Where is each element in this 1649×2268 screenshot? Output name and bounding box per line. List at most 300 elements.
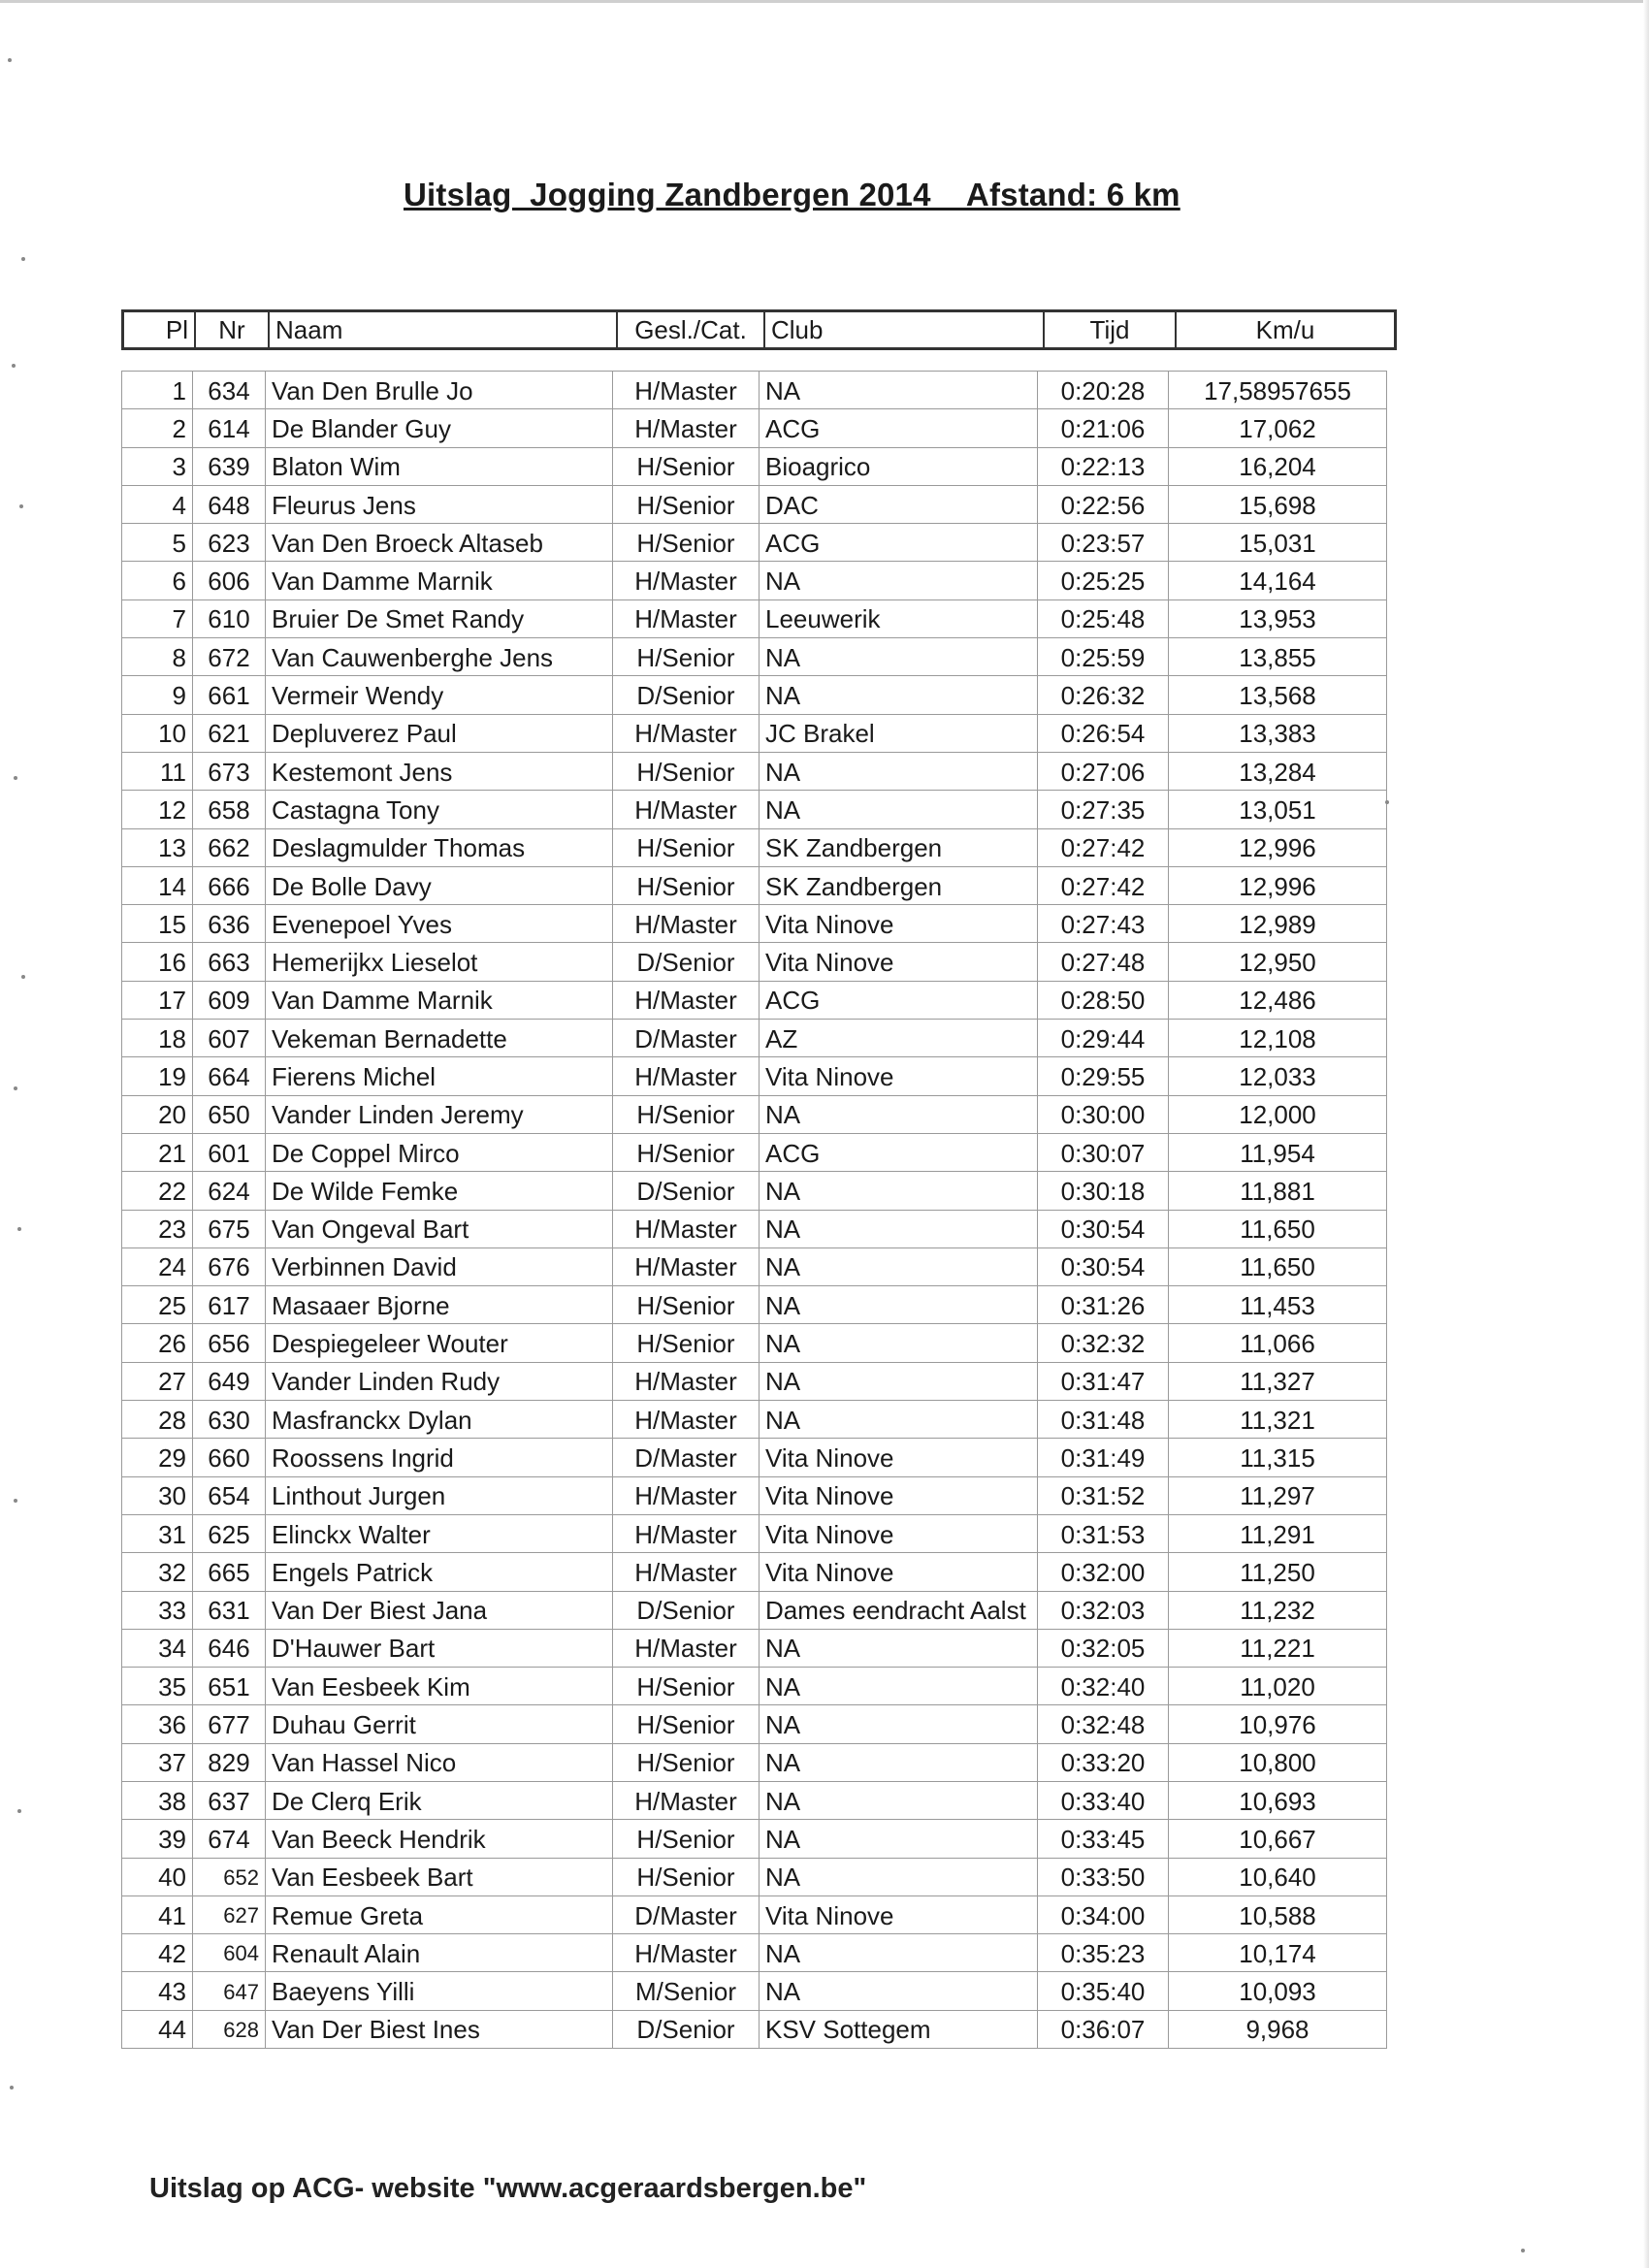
cell-tijd: 0:27:42 bbox=[1038, 828, 1169, 866]
cell-tijd: 0:28:50 bbox=[1038, 981, 1169, 1019]
cell-nr: 652 bbox=[193, 1858, 266, 1895]
cell-cat: H/Master bbox=[613, 1362, 760, 1400]
cell-nr: 628 bbox=[193, 2010, 266, 2048]
cell-tijd: 0:34:00 bbox=[1038, 1895, 1169, 1933]
table-row bbox=[122, 562, 1387, 599]
cell-cat: H/Senior bbox=[613, 524, 760, 562]
cell-pl: 9 bbox=[122, 676, 193, 714]
cell-cat: H/Senior bbox=[613, 1286, 760, 1324]
cell-club: NA bbox=[760, 1362, 1038, 1400]
cell-kmu: 14,164 bbox=[1169, 562, 1387, 599]
results-body bbox=[122, 372, 1387, 2049]
cell-pl: 34 bbox=[122, 1629, 193, 1667]
cell-cat: H/Senior bbox=[613, 1668, 760, 1705]
cell-naam: Van Den Broeck Altaseb bbox=[266, 524, 613, 562]
cell-tijd: 0:21:06 bbox=[1038, 409, 1169, 447]
cell-cat: H/Senior bbox=[613, 638, 760, 676]
cell-tijd: 0:23:57 bbox=[1038, 524, 1169, 562]
cell-tijd: 0:35:40 bbox=[1038, 1972, 1169, 2010]
cell-cat: H/Master bbox=[613, 1057, 760, 1095]
cell-kmu: 11,291 bbox=[1169, 1514, 1387, 1552]
cell-club: Vita Ninove bbox=[760, 1514, 1038, 1552]
cell-club: JC Brakel bbox=[760, 714, 1038, 752]
scan-edge bbox=[0, 0, 1649, 3]
table-row bbox=[122, 1972, 1387, 2010]
cell-club: Bioagrico bbox=[760, 447, 1038, 485]
cell-kmu: 13,284 bbox=[1169, 752, 1387, 790]
cell-kmu: 12,486 bbox=[1169, 981, 1387, 1019]
cell-pl: 38 bbox=[122, 1781, 193, 1819]
cell-tijd: 0:26:54 bbox=[1038, 714, 1169, 752]
cell-naam: Masaaer Bjorne bbox=[266, 1286, 613, 1324]
cell-tijd: 0:32:03 bbox=[1038, 1591, 1169, 1629]
cell-tijd: 0:32:40 bbox=[1038, 1668, 1169, 1705]
cell-pl: 2 bbox=[122, 409, 193, 447]
scan-speck bbox=[12, 364, 16, 368]
cell-cat: H/Master bbox=[613, 562, 760, 599]
cell-kmu: 11,020 bbox=[1169, 1668, 1387, 1705]
cell-kmu: 11,250 bbox=[1169, 1553, 1387, 1591]
cell-cat: H/Senior bbox=[613, 752, 760, 790]
cell-kmu: 9,968 bbox=[1169, 2010, 1387, 2048]
cell-club: ACG bbox=[760, 524, 1038, 562]
cell-tijd: 0:30:54 bbox=[1038, 1210, 1169, 1247]
cell-nr: 630 bbox=[193, 1401, 266, 1439]
cell-tijd: 0:27:42 bbox=[1038, 866, 1169, 904]
cell-club: NA bbox=[760, 791, 1038, 828]
table-row bbox=[122, 1895, 1387, 1933]
cell-tijd: 0:33:50 bbox=[1038, 1858, 1169, 1895]
cell-cat: H/Master bbox=[613, 1401, 760, 1439]
table-row bbox=[122, 905, 1387, 943]
cell-cat: H/Senior bbox=[613, 485, 760, 523]
cell-nr: 647 bbox=[193, 1972, 266, 2010]
cell-club: NA bbox=[760, 562, 1038, 599]
cell-cat: H/Master bbox=[613, 1514, 760, 1552]
cell-cat: H/Master bbox=[613, 981, 760, 1019]
cell-nr: 661 bbox=[193, 676, 266, 714]
cell-pl: 28 bbox=[122, 1401, 193, 1439]
cell-kmu: 13,953 bbox=[1169, 599, 1387, 637]
page-title: Uitslag Jogging Zandbergen 2014 Afstand: 6 km bbox=[404, 177, 1180, 212]
cell-nr: 636 bbox=[193, 905, 266, 943]
cell-naam: Deslagmulder Thomas bbox=[266, 828, 613, 866]
scan-speck bbox=[14, 776, 17, 780]
table-row bbox=[122, 638, 1387, 676]
results-table bbox=[121, 371, 1387, 2049]
cell-nr: 665 bbox=[193, 1553, 266, 1591]
cell-club: NA bbox=[760, 752, 1038, 790]
cell-club: Vita Ninove bbox=[760, 1553, 1038, 1591]
cell-pl: 27 bbox=[122, 1362, 193, 1400]
cell-pl: 8 bbox=[122, 638, 193, 676]
cell-tijd: 0:31:52 bbox=[1038, 1476, 1169, 1514]
cell-tijd: 0:29:44 bbox=[1038, 1020, 1169, 1057]
cell-cat: H/Master bbox=[613, 1629, 760, 1667]
cell-kmu: 13,051 bbox=[1169, 791, 1387, 828]
cell-cat: H/Senior bbox=[613, 1324, 760, 1362]
cell-nr: 675 bbox=[193, 1210, 266, 1247]
cell-naam: Baeyens Yilli bbox=[266, 1972, 613, 2010]
cell-nr: 666 bbox=[193, 866, 266, 904]
cell-naam: Hemerijkx Lieselot bbox=[266, 943, 613, 981]
cell-nr: 663 bbox=[193, 943, 266, 981]
cell-kmu: 11,954 bbox=[1169, 1133, 1387, 1171]
cell-cat: H/Senior bbox=[613, 1743, 760, 1781]
cell-nr: 829 bbox=[193, 1743, 266, 1781]
cell-club: KSV Sottegem bbox=[760, 2010, 1038, 2048]
cell-tijd: 0:25:25 bbox=[1038, 562, 1169, 599]
cell-nr: 650 bbox=[193, 1095, 266, 1133]
cell-naam: Kestemont Jens bbox=[266, 752, 613, 790]
table-row bbox=[122, 791, 1387, 828]
cell-kmu: 10,588 bbox=[1169, 1895, 1387, 1933]
table-row bbox=[122, 714, 1387, 752]
cell-club: NA bbox=[760, 1820, 1038, 1858]
cell-nr: 621 bbox=[193, 714, 266, 752]
cell-nr: 660 bbox=[193, 1439, 266, 1476]
cell-tijd: 0:33:45 bbox=[1038, 1820, 1169, 1858]
cell-tijd: 0:31:53 bbox=[1038, 1514, 1169, 1552]
cell-tijd: 0:31:26 bbox=[1038, 1286, 1169, 1324]
cell-nr: 601 bbox=[193, 1133, 266, 1171]
cell-naam: Fierens Michel bbox=[266, 1057, 613, 1095]
cell-naam: D'Hauwer Bart bbox=[266, 1629, 613, 1667]
cell-naam: Van Damme Marnik bbox=[266, 562, 613, 599]
cell-naam: Fleurus Jens bbox=[266, 485, 613, 523]
cell-kmu: 10,693 bbox=[1169, 1781, 1387, 1819]
cell-club: Vita Ninove bbox=[760, 1895, 1038, 1933]
cell-club: SK Zandbergen bbox=[760, 866, 1038, 904]
cell-nr: 631 bbox=[193, 1591, 266, 1629]
cell-cat: H/Master bbox=[613, 372, 760, 409]
table-row bbox=[122, 1210, 1387, 1247]
cell-naam: De Blander Guy bbox=[266, 409, 613, 447]
cell-tijd: 0:27:06 bbox=[1038, 752, 1169, 790]
cell-cat: H/Senior bbox=[613, 1095, 760, 1133]
cell-club: NA bbox=[760, 1210, 1038, 1247]
cell-club: Vita Ninove bbox=[760, 943, 1038, 981]
cell-nr: 610 bbox=[193, 599, 266, 637]
table-row bbox=[122, 2010, 1387, 2048]
cell-cat: D/Senior bbox=[613, 1591, 760, 1629]
cell-club: NA bbox=[760, 1324, 1038, 1362]
cell-cat: H/Senior bbox=[613, 1705, 760, 1743]
cell-kmu: 11,221 bbox=[1169, 1629, 1387, 1667]
cell-club: NA bbox=[760, 1286, 1038, 1324]
col-header-cat: Gesl./Cat. bbox=[617, 311, 764, 349]
cell-club: ACG bbox=[760, 409, 1038, 447]
cell-pl: 24 bbox=[122, 1247, 193, 1285]
col-header-tijd: Tijd bbox=[1044, 311, 1176, 349]
cell-nr: 639 bbox=[193, 447, 266, 485]
cell-cat: D/Master bbox=[613, 1895, 760, 1933]
cell-pl: 36 bbox=[122, 1705, 193, 1743]
table-row bbox=[122, 1668, 1387, 1705]
cell-kmu: 11,315 bbox=[1169, 1439, 1387, 1476]
cell-cat: H/Master bbox=[613, 791, 760, 828]
cell-tijd: 0:27:43 bbox=[1038, 905, 1169, 943]
table-row bbox=[122, 1362, 1387, 1400]
scan-speck bbox=[17, 1227, 21, 1231]
cell-kmu: 11,453 bbox=[1169, 1286, 1387, 1324]
cell-club: NA bbox=[760, 1401, 1038, 1439]
cell-cat: H/Master bbox=[613, 1934, 760, 1972]
cell-pl: 25 bbox=[122, 1286, 193, 1324]
table-row bbox=[122, 524, 1387, 562]
cell-pl: 14 bbox=[122, 866, 193, 904]
cell-nr: 607 bbox=[193, 1020, 266, 1057]
cell-naam: Renault Alain bbox=[266, 1934, 613, 1972]
cell-kmu: 11,232 bbox=[1169, 1591, 1387, 1629]
cell-kmu: 10,800 bbox=[1169, 1743, 1387, 1781]
table-row bbox=[122, 1401, 1387, 1439]
table-row bbox=[122, 1476, 1387, 1514]
cell-kmu: 10,093 bbox=[1169, 1972, 1387, 2010]
cell-kmu: 13,855 bbox=[1169, 638, 1387, 676]
cell-cat: D/Master bbox=[613, 1020, 760, 1057]
cell-club: Vita Ninove bbox=[760, 1476, 1038, 1514]
table-row bbox=[122, 485, 1387, 523]
cell-nr: 656 bbox=[193, 1324, 266, 1362]
cell-naam: Van Eesbeek Kim bbox=[266, 1668, 613, 1705]
table-row bbox=[122, 409, 1387, 447]
cell-tijd: 0:29:55 bbox=[1038, 1057, 1169, 1095]
cell-kmu: 17,062 bbox=[1169, 409, 1387, 447]
scan-speck bbox=[17, 1809, 21, 1813]
table-row bbox=[122, 866, 1387, 904]
cell-nr: 658 bbox=[193, 791, 266, 828]
table-row bbox=[122, 828, 1387, 866]
cell-naam: Van Hassel Nico bbox=[266, 1743, 613, 1781]
cell-cat: H/Master bbox=[613, 714, 760, 752]
cell-tijd: 0:32:05 bbox=[1038, 1629, 1169, 1667]
cell-naam: Engels Patrick bbox=[266, 1553, 613, 1591]
cell-pl: 19 bbox=[122, 1057, 193, 1095]
cell-naam: Van Ongeval Bart bbox=[266, 1210, 613, 1247]
cell-club: SK Zandbergen bbox=[760, 828, 1038, 866]
cell-nr: 664 bbox=[193, 1057, 266, 1095]
cell-naam: Depluverez Paul bbox=[266, 714, 613, 752]
cell-club: NA bbox=[760, 372, 1038, 409]
scan-speck bbox=[1521, 2249, 1525, 2252]
cell-tijd: 0:25:48 bbox=[1038, 599, 1169, 637]
cell-cat: H/Senior bbox=[613, 1133, 760, 1171]
cell-nr: 609 bbox=[193, 981, 266, 1019]
cell-tijd: 0:20:28 bbox=[1038, 372, 1169, 409]
cell-pl: 10 bbox=[122, 714, 193, 752]
cell-cat: H/Master bbox=[613, 1553, 760, 1591]
cell-tijd: 0:33:20 bbox=[1038, 1743, 1169, 1781]
col-header-nr: Nr bbox=[195, 311, 269, 349]
cell-naam: Vander Linden Rudy bbox=[266, 1362, 613, 1400]
cell-club: Vita Ninove bbox=[760, 905, 1038, 943]
cell-naam: Remue Greta bbox=[266, 1895, 613, 1933]
table-row bbox=[122, 1247, 1387, 1285]
cell-nr: 676 bbox=[193, 1247, 266, 1285]
cell-cat: H/Master bbox=[613, 599, 760, 637]
cell-tijd: 0:25:59 bbox=[1038, 638, 1169, 676]
cell-pl: 23 bbox=[122, 1210, 193, 1247]
cell-kmu: 10,976 bbox=[1169, 1705, 1387, 1743]
cell-pl: 1 bbox=[122, 372, 193, 409]
cell-cat: H/Senior bbox=[613, 866, 760, 904]
table-row bbox=[122, 1553, 1387, 1591]
cell-cat: H/Senior bbox=[613, 447, 760, 485]
cell-tijd: 0:31:49 bbox=[1038, 1439, 1169, 1476]
cell-nr: 649 bbox=[193, 1362, 266, 1400]
cell-nr: 648 bbox=[193, 485, 266, 523]
table-row bbox=[122, 1057, 1387, 1095]
cell-club: NA bbox=[760, 1743, 1038, 1781]
cell-naam: De Coppel Mirco bbox=[266, 1133, 613, 1171]
cell-pl: 43 bbox=[122, 1972, 193, 2010]
cell-kmu: 17,58957655 bbox=[1169, 372, 1387, 409]
cell-naam: Linthout Jurgen bbox=[266, 1476, 613, 1514]
cell-pl: 13 bbox=[122, 828, 193, 866]
cell-tijd: 0:30:54 bbox=[1038, 1247, 1169, 1285]
table-row bbox=[122, 1705, 1387, 1743]
cell-pl: 18 bbox=[122, 1020, 193, 1057]
table-row bbox=[122, 981, 1387, 1019]
cell-nr: 624 bbox=[193, 1172, 266, 1210]
cell-pl: 22 bbox=[122, 1172, 193, 1210]
cell-naam: Blaton Wim bbox=[266, 447, 613, 485]
cell-cat: H/Senior bbox=[613, 1858, 760, 1895]
cell-naam: Van Beeck Hendrik bbox=[266, 1820, 613, 1858]
cell-pl: 21 bbox=[122, 1133, 193, 1171]
cell-tijd: 0:36:07 bbox=[1038, 2010, 1169, 2048]
cell-kmu: 11,327 bbox=[1169, 1362, 1387, 1400]
cell-club: NA bbox=[760, 1934, 1038, 1972]
table-row bbox=[122, 1934, 1387, 1972]
cell-kmu: 11,650 bbox=[1169, 1247, 1387, 1285]
cell-tijd: 0:31:48 bbox=[1038, 1401, 1169, 1439]
cell-naam: De Clerq Erik bbox=[266, 1781, 613, 1819]
cell-pl: 5 bbox=[122, 524, 193, 562]
scan-speck bbox=[21, 257, 25, 261]
cell-nr: 627 bbox=[193, 1895, 266, 1933]
cell-tijd: 0:32:32 bbox=[1038, 1324, 1169, 1362]
cell-tijd: 0:31:47 bbox=[1038, 1362, 1169, 1400]
cell-tijd: 0:22:13 bbox=[1038, 447, 1169, 485]
cell-pl: 32 bbox=[122, 1553, 193, 1591]
cell-pl: 15 bbox=[122, 905, 193, 943]
cell-naam: Castagna Tony bbox=[266, 791, 613, 828]
cell-tijd: 0:26:32 bbox=[1038, 676, 1169, 714]
cell-cat: H/Master bbox=[613, 409, 760, 447]
cell-cat: D/Senior bbox=[613, 2010, 760, 2048]
cell-naam: Evenepoel Yves bbox=[266, 905, 613, 943]
cell-kmu: 10,640 bbox=[1169, 1858, 1387, 1895]
cell-kmu: 13,383 bbox=[1169, 714, 1387, 752]
cell-cat: H/Master bbox=[613, 1476, 760, 1514]
cell-club: NA bbox=[760, 638, 1038, 676]
cell-nr: 651 bbox=[193, 1668, 266, 1705]
cell-club: Dames eendracht Aalst bbox=[760, 1591, 1038, 1629]
cell-nr: 637 bbox=[193, 1781, 266, 1819]
cell-naam: Van Damme Marnik bbox=[266, 981, 613, 1019]
cell-nr: 646 bbox=[193, 1629, 266, 1667]
cell-cat: H/Master bbox=[613, 1210, 760, 1247]
cell-club: NA bbox=[760, 1781, 1038, 1819]
cell-club: NA bbox=[760, 1668, 1038, 1705]
cell-pl: 33 bbox=[122, 1591, 193, 1629]
scan-speck bbox=[14, 1086, 17, 1090]
cell-cat: H/Master bbox=[613, 1247, 760, 1285]
cell-kmu: 11,297 bbox=[1169, 1476, 1387, 1514]
cell-club: NA bbox=[760, 1705, 1038, 1743]
cell-pl: 42 bbox=[122, 1934, 193, 1972]
scan-speck bbox=[14, 1499, 17, 1503]
cell-naam: De Bolle Davy bbox=[266, 866, 613, 904]
table-row bbox=[122, 676, 1387, 714]
scan-speck bbox=[21, 975, 25, 979]
table-row bbox=[122, 447, 1387, 485]
cell-club: ACG bbox=[760, 981, 1038, 1019]
cell-pl: 26 bbox=[122, 1324, 193, 1362]
cell-pl: 35 bbox=[122, 1668, 193, 1705]
cell-kmu: 16,204 bbox=[1169, 447, 1387, 485]
cell-nr: 606 bbox=[193, 562, 266, 599]
cell-cat: D/Senior bbox=[613, 676, 760, 714]
cell-tijd: 0:35:23 bbox=[1038, 1934, 1169, 1972]
cell-cat: H/Master bbox=[613, 905, 760, 943]
cell-nr: 634 bbox=[193, 372, 266, 409]
cell-nr: 625 bbox=[193, 1514, 266, 1552]
cell-tijd: 0:33:40 bbox=[1038, 1781, 1169, 1819]
cell-nr: 674 bbox=[193, 1820, 266, 1858]
cell-club: ACG bbox=[760, 1133, 1038, 1171]
table-row bbox=[122, 1020, 1387, 1057]
table-row bbox=[122, 1591, 1387, 1629]
table-row bbox=[122, 1095, 1387, 1133]
cell-club: NA bbox=[760, 1172, 1038, 1210]
cell-cat: H/Senior bbox=[613, 1820, 760, 1858]
table-row bbox=[122, 943, 1387, 981]
cell-pl: 11 bbox=[122, 752, 193, 790]
results-header bbox=[121, 309, 1397, 350]
cell-club: NA bbox=[760, 1629, 1038, 1667]
cell-naam: Vander Linden Jeremy bbox=[266, 1095, 613, 1133]
table-row bbox=[122, 1858, 1387, 1895]
cell-kmu: 12,996 bbox=[1169, 866, 1387, 904]
cell-naam: De Wilde Femke bbox=[266, 1172, 613, 1210]
cell-cat: H/Senior bbox=[613, 828, 760, 866]
cell-kmu: 10,667 bbox=[1169, 1820, 1387, 1858]
table-row bbox=[122, 1286, 1387, 1324]
cell-pl: 44 bbox=[122, 2010, 193, 2048]
cell-pl: 31 bbox=[122, 1514, 193, 1552]
scan-speck bbox=[19, 504, 23, 508]
footer-note: Uitslag op ACG- website "www.acgeraardsbergen.be" bbox=[149, 2173, 867, 2204]
cell-pl: 30 bbox=[122, 1476, 193, 1514]
cell-tijd: 0:30:18 bbox=[1038, 1172, 1169, 1210]
cell-tijd: 0:30:07 bbox=[1038, 1133, 1169, 1171]
col-header-club: Club bbox=[764, 311, 1044, 349]
cell-naam: Verbinnen David bbox=[266, 1247, 613, 1285]
cell-pl: 41 bbox=[122, 1895, 193, 1933]
cell-kmu: 11,881 bbox=[1169, 1172, 1387, 1210]
cell-pl: 12 bbox=[122, 791, 193, 828]
cell-kmu: 12,996 bbox=[1169, 828, 1387, 866]
table-row bbox=[122, 1781, 1387, 1819]
cell-kmu: 12,033 bbox=[1169, 1057, 1387, 1095]
cell-naam: Van Der Biest Jana bbox=[266, 1591, 613, 1629]
cell-tijd: 0:22:56 bbox=[1038, 485, 1169, 523]
cell-cat: H/Master bbox=[613, 1781, 760, 1819]
cell-tijd: 0:27:35 bbox=[1038, 791, 1169, 828]
